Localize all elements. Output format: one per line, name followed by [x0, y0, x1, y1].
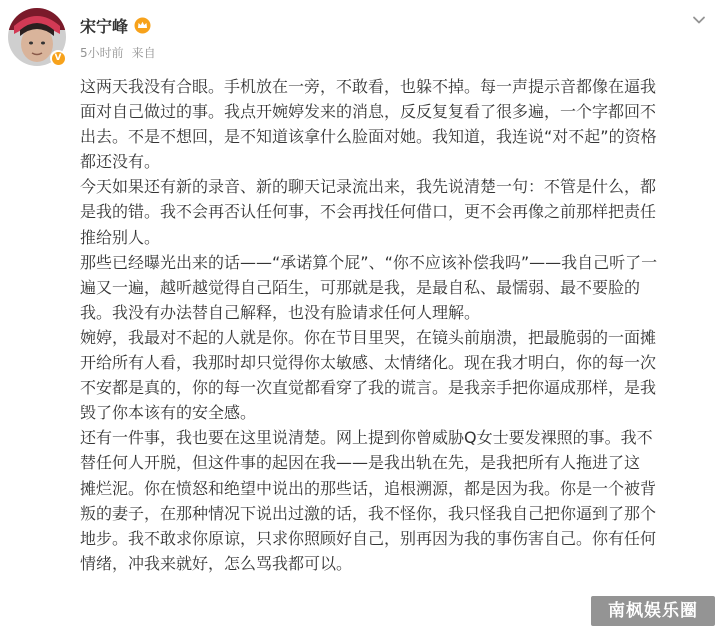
watermark: 南枫娱乐圈	[591, 596, 715, 626]
paragraph	[80, 250, 719, 325]
text-line: 那些已经曝光出来的话——“承诺算个屁”、“你不应该补偿我吗”——我自己听了一	[80, 252, 658, 272]
text-line: 推给别人。	[80, 227, 161, 247]
text-line: 今天如果还有新的录音、新的聊天记录流出来，我先说清楚一句：不管是什么，都	[80, 177, 657, 197]
text-line: 替任何人开脱，但这件事的起因在我——是我出轨在先，是我把所有人拖进了这	[80, 453, 641, 473]
post-content	[80, 74, 719, 576]
username[interactable]: 宋宁峰	[80, 17, 129, 36]
paragraph	[80, 325, 719, 425]
username-link[interactable]	[80, 14, 151, 37]
paragraph	[80, 74, 719, 174]
text-line: 还有一件事，我也要在这里说清楚。网上提到你曾威胁Q女士要发裸照的事。我不	[80, 428, 653, 448]
text-line: 这两天我没有合眼。手机放在一旁，不敢看，也躲不掉。每一声提示音都像在逼我	[80, 77, 657, 96]
paragraph	[80, 174, 719, 249]
post-meta	[80, 44, 156, 61]
post-source[interactable]: 来自	[131, 46, 156, 60]
text-line: 不安都是真的，你的每一次直觉都看穿了我的谎言。是我亲手把你逼成那样，是我	[80, 378, 657, 398]
chevron-down-icon[interactable]	[689, 10, 709, 30]
post-header	[0, 0, 719, 72]
text-line: 出去。不是不想回，是不知道该拿什么脸面对她。我知道，我连说“对不起”的资格	[80, 127, 657, 147]
crown-badge-icon	[134, 17, 151, 34]
text-line: 地步。我不敢求你原谅，只求你照顾好自己，别再因为我的事伤害自己。你有任何	[80, 528, 657, 548]
post-time[interactable]: 5小时前	[80, 46, 124, 60]
text-line: 开给所有人看，我那时却只觉得你太敏感、太情绪化。现在我才明白，你的每一次	[80, 353, 657, 373]
text-line: 叛的妻子，在那种情况下说出过激的话，我不怪你，我只怪我自己把你逼到了那个	[80, 503, 657, 523]
text-line: 摊烂泥。你在愤怒和绝望中说出的那些话，追根溯源，都是因为我。你是一个被背	[80, 478, 657, 498]
text-line: 遍又一遍，越听越觉得自己陌生，可那就是我，是最自私、最懦弱、最不要脸的	[80, 277, 641, 297]
text-line: 婉婷，我最对不起的人就是你。你在节目里哭，在镜头前崩溃，把最脆弱的一面摊	[80, 327, 657, 347]
text-line: 我。我没有办法替自己解释，也没有脸请求任何人理解。	[80, 302, 481, 322]
text-line: 都还没有。	[80, 152, 161, 172]
paragraph	[80, 425, 719, 576]
text-line: 毁了你本该有的安全感。	[80, 403, 257, 423]
verified-badge-icon: V	[50, 50, 66, 66]
text-line: 是我的错。我不会再否认任何事，不会再找任何借口，更不会再像之前那样把责任	[80, 202, 657, 222]
text-line: 情绪，冲我来就好，怎么骂我都可以。	[80, 553, 353, 573]
text-line: 面对自己做过的事。我点开婉婷发来的消息，反反复复看了很多遍，一个字都回不	[80, 102, 657, 122]
